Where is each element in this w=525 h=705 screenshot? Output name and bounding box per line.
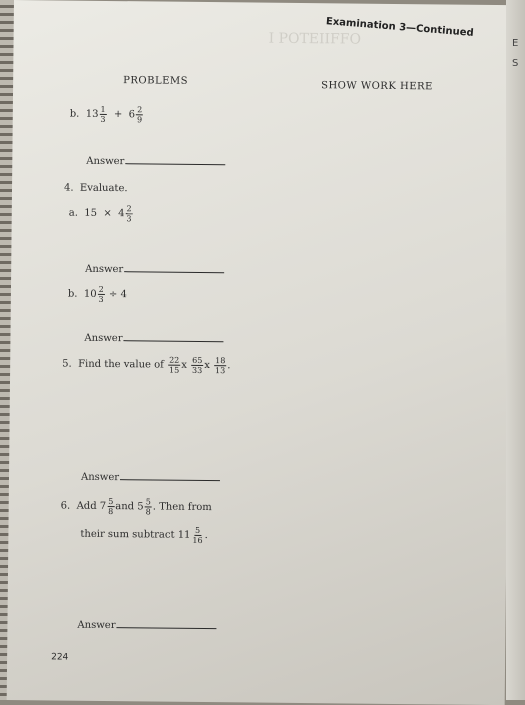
problems-heading: PROBLEMS — [123, 75, 189, 87]
edge-letter: S — [512, 58, 519, 69]
next-page-edge — [506, 0, 525, 700]
answer-blank-4: Answer — [81, 469, 220, 484]
answer-line[interactable] — [116, 617, 216, 629]
answer-blank-5: Answer — [77, 617, 216, 632]
question-4: 4. Evaluate. — [63, 182, 128, 195]
problem-4a: a. 15 × 4 $\frac{2}{3}$ — [68, 204, 132, 224]
faint-heading: I POTEIIFFO — [268, 30, 362, 48]
answer-blank-3: Answer — [84, 330, 223, 345]
question-6-line2: their sum subtract 11 $\frac{5}{16}$ . — [80, 525, 208, 546]
edge-letter: E — [512, 38, 519, 49]
answer-line[interactable] — [124, 261, 224, 273]
show-work-heading: SHOW WORK HERE — [321, 80, 433, 93]
question-5: 5. Find the value of $\frac{22}{15}$ x $\frac{65}{33}$ x $\frac{18}{13}$ . — [62, 355, 231, 376]
problem-4b: b. 10 $\frac{2}{3}$ ÷ 4 — [67, 284, 127, 304]
problem-b-add: b. 13 $\frac{1}{3}$ + 6 $\frac{2}{9}$ — [69, 104, 143, 125]
page-number: 224 — [51, 652, 69, 663]
item-label: b. — [69, 108, 80, 120]
answer-line[interactable] — [125, 153, 225, 165]
answer-line[interactable] — [120, 469, 220, 481]
question-6: 6. Add 7 $\frac{5}{8}$ and 5 $\frac{5}{8}$ . Then from — [60, 497, 212, 517]
page-header: Examination 3—Continued — [325, 16, 475, 39]
answer-line[interactable] — [123, 330, 223, 342]
answer-blank-1: Answer — [86, 153, 225, 168]
answer-blank-2: Answer — [85, 261, 224, 276]
exam-page — [7, 0, 512, 705]
